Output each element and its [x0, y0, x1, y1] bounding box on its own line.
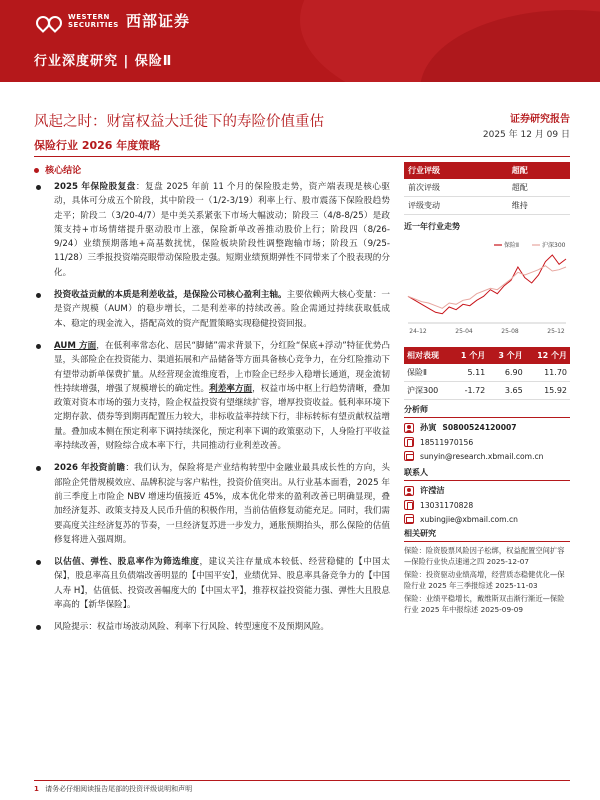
performance-header-cell: 1 个月 [451, 347, 488, 364]
related-item[interactable]: 保险：险资股票风险因子松绑，权益配置空间扩容—保险行业快点速递之四 2025-12-07 [404, 546, 565, 566]
section-dot-icon [34, 168, 39, 173]
table-cell: 保险Ⅱ [404, 364, 451, 382]
related-research [404, 528, 570, 615]
person-icon [404, 423, 414, 433]
analyst-header: 分析师 [404, 404, 570, 418]
rating-table [404, 162, 570, 215]
table-cell: 6.90 [488, 364, 525, 382]
related-header: 相关研究 [404, 528, 570, 542]
table-cell: -1.72 [451, 382, 488, 400]
analyst-email[interactable]: sunyin@research.xbmail.com.cn [420, 451, 544, 461]
body-paragraph: 2026 年投资前瞻：我们认为，保险将是产业结构转型中金融业最具成长性的方向，头部险企凭借规模效应、品牌积淀与客户粘性，投资价值突出。从行业基本面看，2025 年前三季度上市险企 NBV 增速均值接近 45%，成本优化带来的盈利改善已明确显现，叠加经济复苏、政策支持及人民币升值的积极作用，当前估值修复动能充足。同时，我们需要高度关注经济复苏的节奏，一旦经济复苏进一步发力，通胀预期抬头，那么保险的估值修复将进入强周期。 [34, 461, 390, 547]
footer-disclaimer: 请务必仔细阅读报告尾部的投资评级说明和声明 [45, 785, 193, 793]
contact-name: 许滢洁 [420, 485, 445, 495]
mail-icon [404, 514, 414, 524]
report-type: 证券研究报告 [510, 114, 570, 125]
bullet-icon [36, 293, 41, 298]
series-line-1 [408, 266, 566, 309]
rating-header-cell: 超配 [508, 162, 570, 179]
bullet-icon [36, 185, 41, 190]
x-tick-label: 25-08 [501, 328, 519, 335]
related-item[interactable]: 保险：投资驱动业绩高增，经营质态稳健优化—保险行业 2025 年三季报综述 2025-11-03 [404, 570, 565, 590]
logo-mark-icon [34, 13, 64, 29]
phone-icon [404, 437, 414, 447]
bullet-icon [36, 625, 41, 630]
body-paragraph: 投资收益贡献的本质是利差收益，是保险公司核心盈利主轴。主要依赖两大核心变量：一是资产规模（AUM）的稳步增长，二是利差率的持续改善。险企需通过持续获取低成本、稳定的现金流入，搭配高效的资产配置策略实现稳健投资回报。 [34, 288, 390, 331]
bullet-icon [36, 466, 41, 471]
bullet-icon [36, 344, 41, 349]
chart-label: 近一年行业走势 [404, 222, 460, 231]
table-row [404, 382, 570, 400]
header-banner [0, 0, 600, 82]
analyst-phone: 18511970156 [420, 437, 474, 447]
table-cell: 11.70 [526, 364, 570, 382]
performance-table [404, 347, 570, 400]
report-date: 2025 年 12 月 09 日 [482, 130, 570, 140]
table-cell: 沪深300 [404, 382, 451, 400]
table-cell: 3.65 [488, 382, 525, 400]
body-paragraph: 风险提示：权益市场波动风险、利率下行风险、转型速度不及预期风险。 [34, 620, 390, 634]
legend-label: 沪深300 [542, 242, 566, 249]
body-paragraph: 以估值、弹性、股息率作为筛选维度，建议关注存量成本较低、经营稳健的【中国太保】，股息率高且负债端改善明显的【中国平安】，业绩优异、股息率具备竞争力的【中国人寿 H】，估值低、投资改善幅度大的【中国太平】，推荐权益投资能力强、弹性大且股息率高的【新华保险】。 [34, 555, 390, 612]
analyst-block [404, 404, 570, 524]
analyst-license: S0800524120007 [442, 423, 517, 432]
sidebar [404, 162, 570, 617]
contact-phone: 13031170828 [420, 500, 474, 510]
mail-icon [404, 451, 414, 461]
contact-header: 联系人 [404, 467, 570, 481]
table-cell: 15.92 [526, 382, 570, 400]
related-item[interactable]: 保险：业绩平稳增长，戴维斯双击渐行渐近—保险行业 2025 年中报综述 2025-09-09 [404, 594, 565, 614]
table-row [404, 179, 570, 197]
main-body [34, 180, 390, 643]
bullet-icon [36, 560, 41, 565]
table-cell: 超配 [508, 179, 570, 197]
table-cell: 维持 [508, 197, 570, 215]
footer-divider [34, 780, 570, 781]
x-tick-label: 24-12 [409, 328, 427, 335]
rating-header-cell: 行业评级 [404, 162, 508, 179]
person-icon [404, 486, 414, 496]
report-category: 行业深度研究 | 保险Ⅱ [34, 54, 173, 69]
table-row [404, 197, 570, 215]
body-paragraph: AUM 方面，在低利率常态化、居民“脚储”需求背景下，分红险“保底+浮动”特征优势凸显，头部险企在投资能力、渠道拓展和产品储备等方面具备核心竞争力，在分红险推动下有望带动新单保费扩量。从经营现金流维度看，上市险企已经步入稳增长通道，现金流韧性持续增强，增强了规模增长的确定性。利差率方面，权益市场中枢上行趋势清晰，叠加政策对资本市场的强力支持，险企权益投资有望继续扩容，增厚投资收益。低利率环境下定期存款、债券等到期再配置压力较大，非标收益率持续下行，非标转标有望贡献权益增量。叠加成本侧在预定利率下调持续深化，预定利率下调的政策驱动下，人身险打平收益率持续改善，财险综合成本率下行，共同推动行业利差改善。 [34, 339, 390, 453]
report-title: 风起之时：财富权益大迁徙下的寿险价值重估 [34, 114, 324, 130]
table-row [404, 364, 570, 382]
trend-chart-svg [404, 235, 570, 343]
table-cell: 5.11 [451, 364, 488, 382]
page-number: 1 [34, 785, 39, 793]
series-line-0 [408, 255, 566, 314]
performance-header-cell: 12 个月 [526, 347, 570, 364]
analyst-name: 孙寅 [420, 422, 437, 432]
trend-chart [404, 235, 570, 343]
x-tick-label: 25-04 [455, 328, 473, 335]
phone-icon [404, 500, 414, 510]
performance-header-cell: 3 个月 [488, 347, 525, 364]
logo-chinese: 西部证券 [126, 12, 191, 30]
legend-label: 保险Ⅱ [504, 242, 519, 249]
contact-email[interactable]: xubingjie@xbmail.com.cn [420, 514, 518, 524]
company-logo [34, 10, 190, 31]
report-subtitle: 保险行业 2026 年度策略 [34, 139, 161, 152]
table-cell: 评级变动 [404, 197, 508, 215]
logo-english: WESTERN SECURITIES [68, 12, 119, 29]
x-tick-label: 25-12 [547, 328, 565, 335]
section-heading: 核心结论 [34, 163, 81, 176]
table-cell: 前次评级 [404, 179, 508, 197]
footer [34, 784, 192, 794]
body-paragraph: 2025 年保险股复盘：复盘 2025 年前 11 个月的保险股走势，资产端表现是核心驱动，具体可分成五个阶段，其中阶段一（1/2-3/19）利率上行、股市震荡下保险股趋势走平；阶段二（3/20-4/7）是中美关系紧张下市场大幅波动；阶段三（4/8-8/25）是政策支持+市场情绪提升驱动股市上涨，保险新单改善推动股价上行；阶段四（8/26-9/24）业绩预期落地+高基数扰忧，保险板块阶段性调整跑输市场；阶段五（9/25-11/28）三季报投资端亮眼带动保险股走强。短期业绩预期弹性不同带来了个股表现的分化。 [34, 180, 390, 280]
title-divider [34, 156, 570, 157]
performance-header-cell: 相对表现 [404, 347, 451, 364]
